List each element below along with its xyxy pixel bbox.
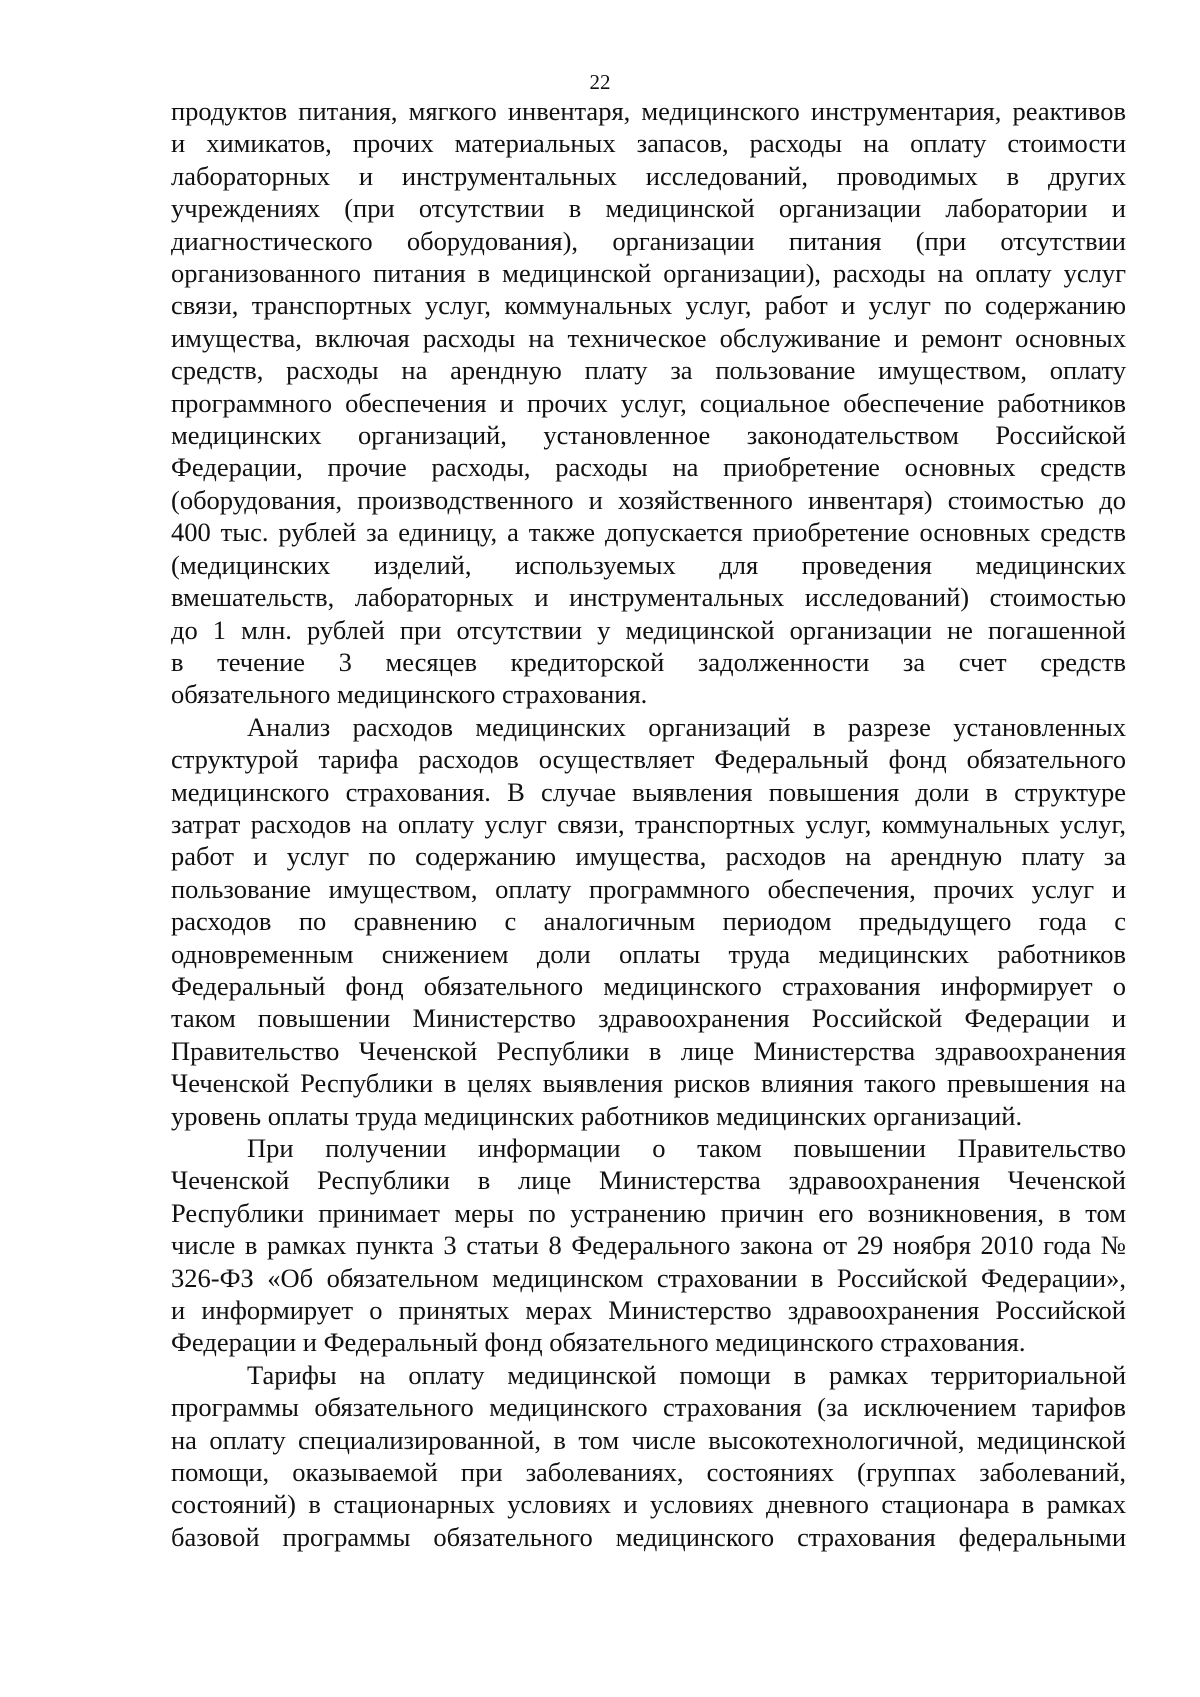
text-line: Федерации и Федеральный фонд обязательного медицинского страхования. [171,1327,1026,1358]
text-line: структурой тарифа расходов осуществляет Федеральный фонд обязательного [171,744,1126,775]
text-line: Федерации, прочие расходы, расходы на приобретение основных средств [171,452,1126,483]
text-line: продуктов питания, мягкого инвентаря, медицинского инструментария, реактивов [171,96,1126,126]
text-line: При получении информации о таком повышении Правительство [247,1133,1126,1163]
text-line: затрат расходов на оплату услуг связи, транспортных услуг, коммунальных услуг, [171,808,1126,839]
text-line: и химикатов, прочих материальных запасов, расходы на оплату стоимости [171,128,1126,159]
text-line: программы обязательного медицинского страхования (за исключением тарифов [171,1392,1126,1423]
text-line: программного обеспечения и прочих услуг, социальное обеспечение работников [171,387,1126,418]
text-line: вмешательств, лабораторных и инструментальных исследований) стоимостью [171,582,1126,613]
text-line: числе в рамках пункта 3 статьи 8 Федерального закона от 29 ноября 2010 года № [171,1230,1126,1261]
text-line: на оплату специализированной, в том числе высокотехнологичной, медицинской [171,1424,1126,1455]
text-line: в течение 3 месяцев кредиторской задолженности за счет средств [171,646,1126,677]
text-line: Правительство Чеченской Республики в лице Министерства здравоохранения [171,1035,1126,1066]
text-line: обязательного медицинского страхования. [171,679,648,710]
text-line: 400 тыс. рублей за единицу, а также допускается приобретение основных средств [171,517,1126,548]
text-line: Республики принимает меры по устранению причин его возникновения, в том [171,1197,1126,1228]
text-line: 326-ФЗ «Об обязательном медицинском страховании в Российской Федерации», [171,1262,1126,1293]
text-line: диагностического оборудования), организации питания (при отсутствии [171,225,1126,256]
text-line: Анализ расходов медицинских организаций в разрезе установленных [247,711,1126,742]
text-line: помощи, оказываемой при заболеваниях, состояниях (группах заболеваний, [171,1457,1126,1488]
text-line: связи, транспортных услуг, коммунальных услуг, работ и услуг по содержанию [171,290,1126,321]
text-line: Чеченской Республики в лице Министерства здравоохранения Чеченской [171,1165,1126,1196]
text-line: учреждениях (при отсутствии в медицинской организации лаборатории и [171,193,1126,224]
text-line: лабораторных и инструментальных исследований, проводимых в других [171,160,1126,191]
text-line: расходов по сравнению с аналогичным периодом предыдущего года с [171,906,1126,937]
text-line: уровень оплаты труда медицинских работников медицинских организаций. [171,1100,1023,1131]
text-line: состояний) в стационарных условиях и условиях дневного стационара в рамках [171,1489,1126,1520]
text-line: таком повышении Министерство здравоохранения Российской Федерации и [171,1003,1126,1034]
text-line: Чеченской Республики в целях выявления рисков влияния такого превышения на [171,1068,1126,1099]
text-line: до 1 млн. рублей при отсутствии у медицинской организации не погашенной [171,614,1126,645]
text-line: (медицинских изделий, используемых для проведения медицинских [171,549,1126,580]
text-line: и информирует о принятых мерах Министерство здравоохранения Российской [171,1295,1126,1326]
text-line: медицинского страхования. В случае выявления повышения доли в структуре [171,776,1126,807]
text-line: организованного питания в медицинской организации), расходы на оплату услуг [171,258,1126,289]
text-line: Федеральный фонд обязательного медицинского страхования информирует о [171,970,1126,1001]
text-line: одновременным снижением доли оплаты труда медицинских работников [171,938,1126,969]
text-line: Тарифы на оплату медицинской помощи в рамках территориальной [247,1359,1126,1390]
body-text [171,95,1126,1553]
page-number: 22 [589,70,611,94]
text-line: медицинских организаций, установленное законодательством Российской [171,420,1126,451]
text-line: базовой программы обязательного медицинского страхования федеральными [171,1521,1126,1552]
text-line: имущества, включая расходы на техническое обслуживание и ремонт основных [171,322,1126,353]
text-line: работ и услуг по содержанию имущества, расходов на арендную плату за [171,841,1126,872]
text-line: (оборудования, производственного и хозяйственного инвентаря) стоимостью до [171,484,1126,515]
text-line: средств, расходы на арендную плату за пользование имуществом, оплату [171,355,1126,386]
text-line: пользование имуществом, оплату программного обеспечения, прочих услуг и [171,873,1126,904]
